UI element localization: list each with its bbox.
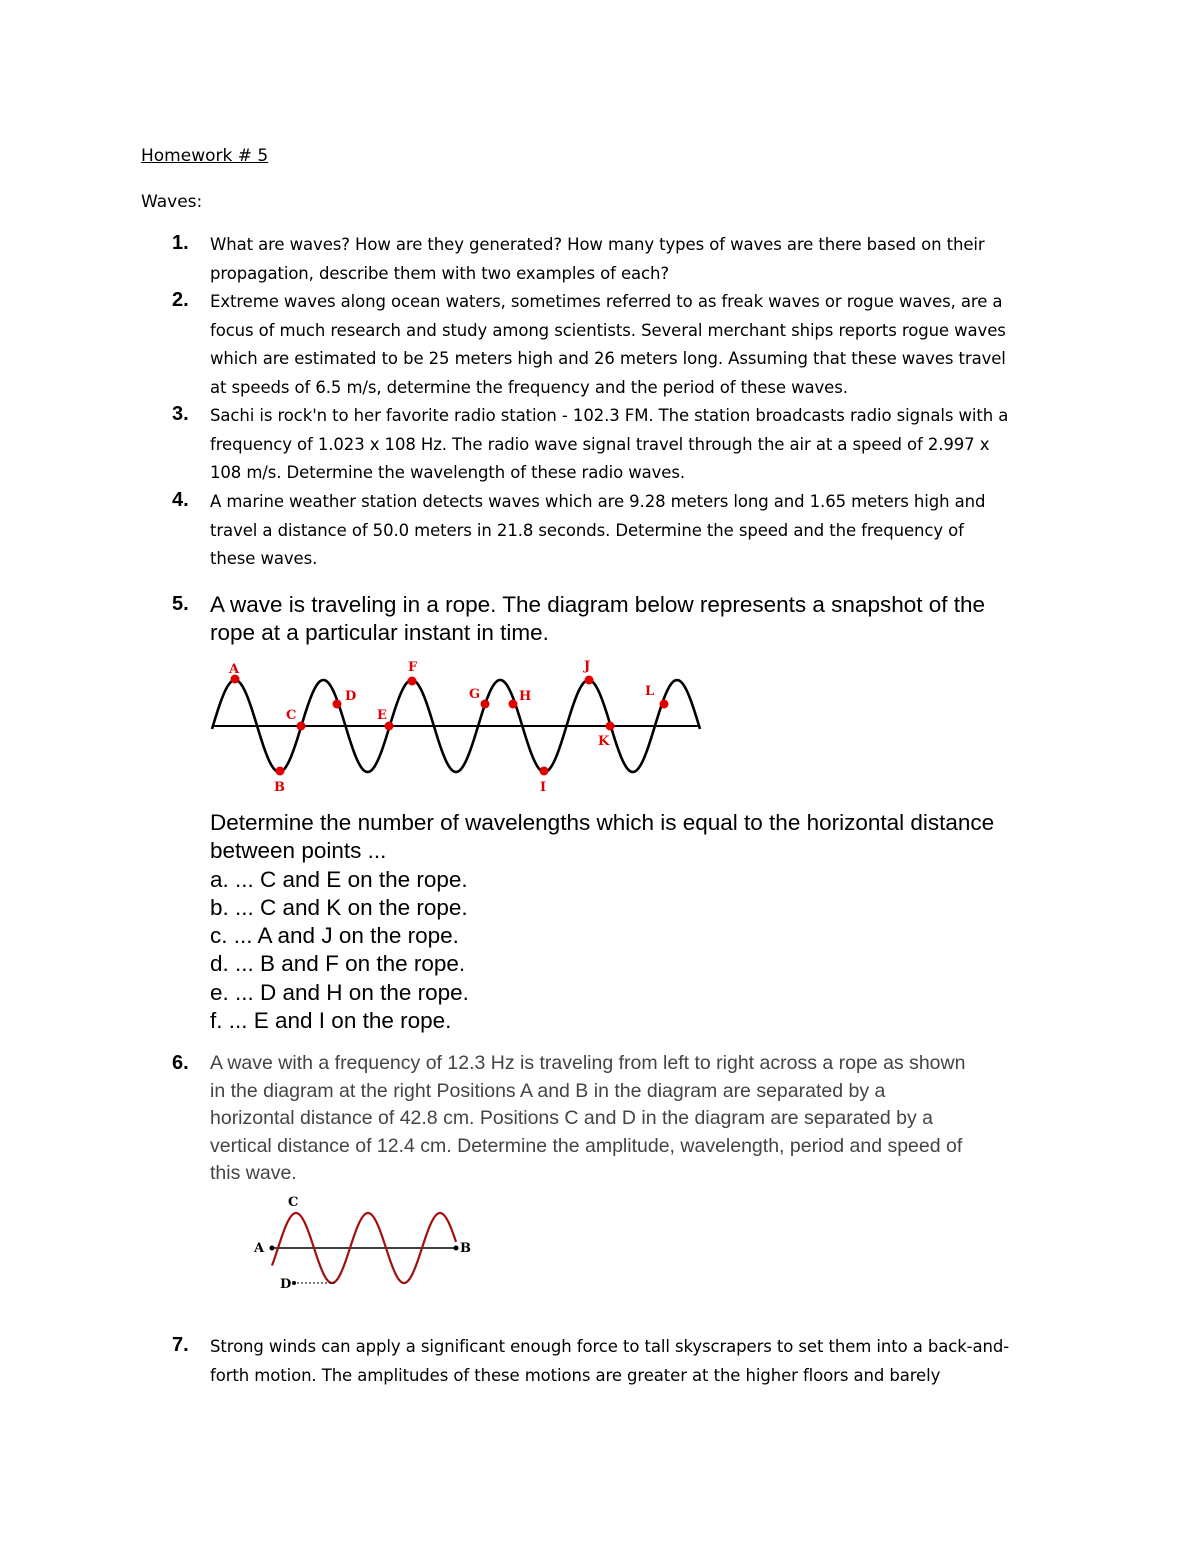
point-label-c: C xyxy=(286,708,297,723)
rope-wave-diagram xyxy=(200,650,720,800)
text-line: A marine weather station detects waves which are 9.28 meters long and 1.65 meters high and xyxy=(210,492,986,511)
text-line: Sachi is rock'n to her favorite radio station - 102.3 FM. The station broadcasts radio signals with a xyxy=(210,406,1009,425)
text-line: Strong winds can apply a significant enough force to tall skyscrapers to set them into a back-and- xyxy=(210,1337,1010,1356)
rope-point-marker xyxy=(481,700,490,709)
rope-point-marker xyxy=(540,767,549,776)
text-line: A wave is traveling in a rope. The diagram below represents a snapshot of the xyxy=(210,592,986,617)
rope-point-marker xyxy=(297,722,306,731)
rope-point-marker xyxy=(585,676,594,685)
question-number: 7. xyxy=(172,1334,189,1356)
rope-point-marker xyxy=(408,677,417,686)
sub-question: c. ... A and J on the rope. xyxy=(210,923,459,949)
sub-question: a. ... C and E on the rope. xyxy=(210,866,468,892)
text-line: forth motion. The amplitudes of these motions are greater at the higher floors and barely xyxy=(210,1365,941,1385)
question-7-text xyxy=(210,1333,1070,1390)
text-line: which are estimated to be 25 meters high and 26 meters long. Assuming that these waves travel xyxy=(210,349,1006,368)
text-line: A wave with a frequency of 12.3 Hz is traveling from left to right across a rope as shown xyxy=(210,1052,966,1074)
text-line: focus of much research and study among scientists. Several merchant ships reports rogue waves xyxy=(210,320,1006,340)
text-line: horizontal distance of 42.8 cm. Positions C and D in the diagram are separated by a xyxy=(210,1107,933,1130)
rope-point-marker xyxy=(660,700,669,709)
point-label-i: I xyxy=(540,780,547,795)
rope-point-marker xyxy=(509,700,518,709)
question-3-text xyxy=(210,402,1070,488)
document-title: Homework # 5 xyxy=(141,146,269,166)
sub-question: b. ... C and K on the rope. xyxy=(210,894,468,920)
text-line: these waves. xyxy=(210,549,318,568)
point-label-j: J xyxy=(584,659,591,674)
point-label-b: B xyxy=(274,780,285,795)
point-label-e: E xyxy=(377,708,387,723)
question-number: 6. xyxy=(172,1052,189,1074)
text-line: in the diagram at the right Positions A and B in the diagram are separated by a xyxy=(210,1079,886,1102)
point-label-d: D xyxy=(345,689,357,704)
point-b-marker xyxy=(454,1246,459,1251)
point-a-marker xyxy=(270,1246,275,1251)
text-line: travel a distance of 50.0 meters in 21.8 seconds. Determine the speed and the frequency of xyxy=(210,520,964,540)
question-number: 1. xyxy=(172,232,189,254)
question-number: 2. xyxy=(172,289,189,311)
point-label-a: A xyxy=(229,662,240,677)
sub-question: f. ... E and I on the rope. xyxy=(210,1008,452,1034)
question-1-text xyxy=(210,231,1070,288)
text-line: frequency of 1.023 x 108 Hz. The radio wave signal travel through the air at a speed of 2.997 x xyxy=(210,434,990,454)
text-line: Extreme waves along ocean waters, sometimes referred to as freak waves or rogue waves, are a xyxy=(210,292,1003,311)
rope-point-marker xyxy=(606,722,615,731)
text-line: 108 m/s. Determine the wavelength of these radio waves. xyxy=(210,463,685,482)
text-line: this wave. xyxy=(210,1162,297,1185)
point-label-b: B xyxy=(460,1241,471,1256)
rope-point-marker xyxy=(276,767,285,776)
point-d-marker xyxy=(292,1281,296,1285)
point-label-a: A xyxy=(254,1241,265,1256)
point-label-k: K xyxy=(598,734,610,749)
question-5-text xyxy=(210,591,985,648)
sub-question: e. ... D and H on the rope. xyxy=(210,979,469,1005)
question-number: 4. xyxy=(172,489,189,511)
text-line: What are waves? How are they generated? How many types of waves are there based on their xyxy=(210,235,985,254)
text-line: rope at a particular instant in time. xyxy=(210,620,549,646)
sub-question: d. ... B and F on the rope. xyxy=(210,951,466,977)
text-line: between points ... xyxy=(210,838,387,864)
rope-amplitude-diagram xyxy=(240,1185,480,1295)
point-label-g: G xyxy=(469,687,481,702)
text-line: at speeds of 6.5 m/s, determine the frequency and the period of these waves. xyxy=(210,377,848,397)
point-label-d: D xyxy=(280,1277,292,1292)
point-label-l: L xyxy=(645,684,655,699)
question-2-text xyxy=(210,288,1070,402)
question-6-text xyxy=(210,1050,965,1188)
question-5-prompt xyxy=(210,809,994,1035)
question-4-text xyxy=(210,488,1070,574)
point-label-c: C xyxy=(288,1195,299,1210)
text-line: vertical distance of 12.4 cm. Determine the amplitude, wavelength, period and speed of xyxy=(210,1134,963,1157)
text-line: propagation, describe them with two examples of each? xyxy=(210,263,669,283)
point-label-h: H xyxy=(519,689,532,704)
rope-point-marker xyxy=(333,700,342,709)
question-number: 5. xyxy=(172,593,189,615)
point-label-f: F xyxy=(408,660,418,675)
text-line: Determine the number of wavelengths which is equal to the horizontal distance xyxy=(210,810,995,835)
section-heading: Waves: xyxy=(141,192,203,212)
question-number: 3. xyxy=(172,403,189,425)
